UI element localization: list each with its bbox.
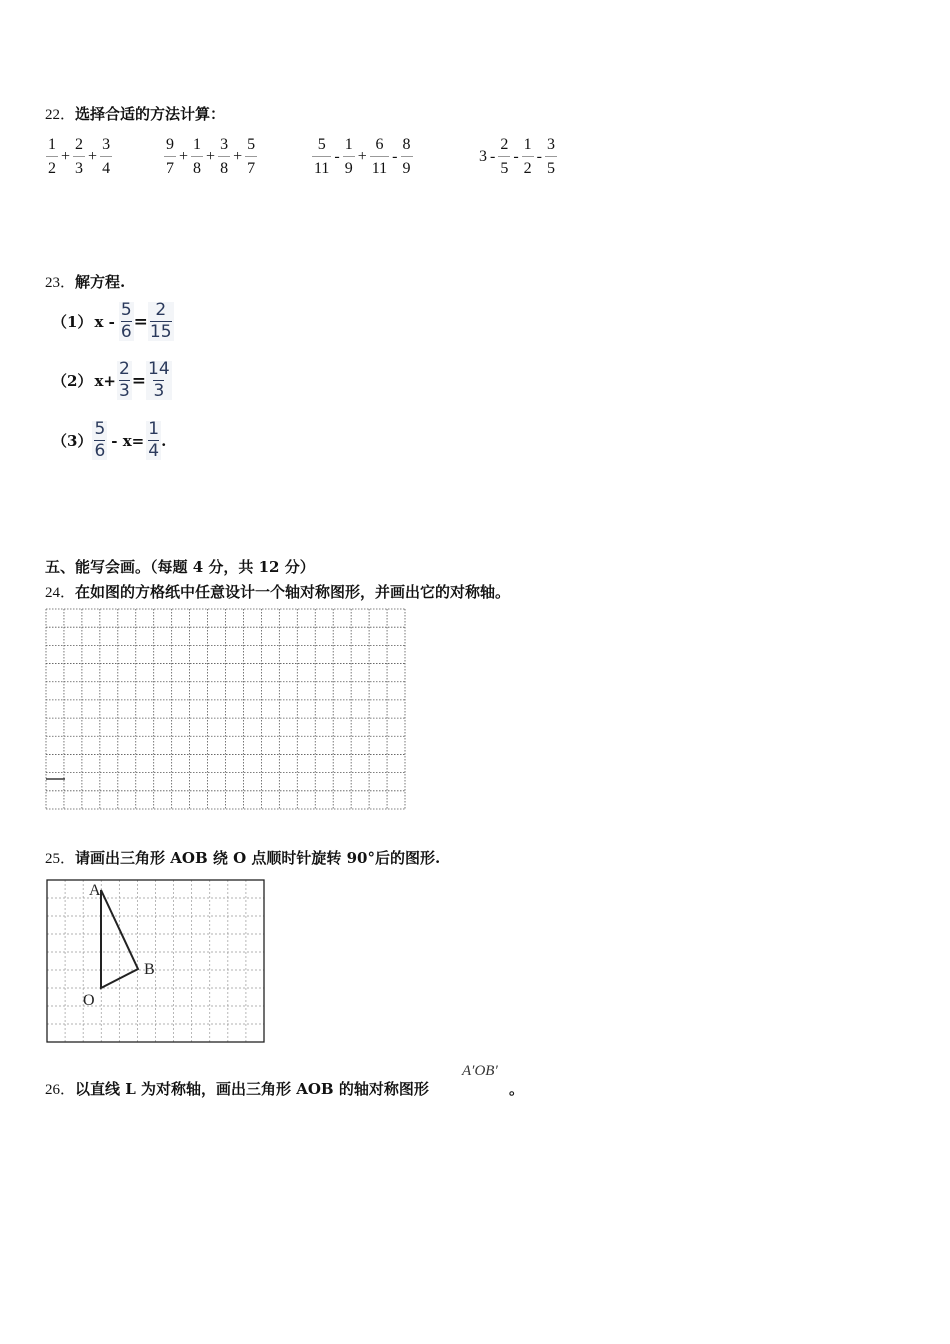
fraction: $\frac{1}{9}$ [344, 136, 353, 177]
operator: - [334, 148, 340, 165]
q22-expression-4 [479, 137, 557, 177]
q23-number: 23． [45, 275, 76, 291]
equation-text: x+ [94, 371, 116, 390]
operator: - [513, 148, 519, 165]
fraction: $\frac{5}{11}$ [314, 136, 330, 177]
square-grid-paper[interactable] [45, 608, 407, 812]
q25-title: 请画出三角形 AOB 绕 O 点顺时针旋转 90°后的图形. [75, 849, 441, 867]
integer: 3 [479, 148, 487, 165]
q25-heading [45, 847, 440, 868]
fraction: 5 6 [94, 419, 106, 461]
fraction: $\frac{1}{8}$ [193, 136, 202, 177]
q22-title: 选择合适的方法计算： [75, 105, 226, 123]
q26-end: 。 [509, 1080, 525, 1098]
fraction: $\frac{1}{4}$ [148, 419, 160, 461]
q22-expression-3 [312, 137, 413, 177]
fraction: $\frac{5}{6}$ [120, 300, 132, 342]
equation-text: x - [94, 312, 115, 331]
fraction: $\frac{1}{2}$ [523, 136, 532, 177]
label-o: O [83, 992, 95, 1009]
equation-2 [52, 361, 172, 400]
section-5-title: 五、能写会画。（每题 4 分，共 12 分） [45, 558, 315, 576]
operator: + [233, 148, 243, 165]
q22-number: 22． [45, 107, 76, 123]
operator: + [88, 148, 98, 165]
q26-title: 以直线 L 为对称轴，画出三角形 AOB 的轴对称图形 [75, 1080, 429, 1098]
fraction: $\frac{3}{5}$ [546, 136, 555, 177]
fraction: $\frac{1}{2}$ [48, 136, 56, 177]
equation-3 [52, 421, 166, 460]
operator: + [61, 148, 71, 165]
period: . [161, 431, 167, 450]
equation-text: - x= [111, 431, 145, 450]
q22-expression-2 [164, 137, 257, 177]
triangle-symbol: A′OB′ [462, 1063, 498, 1079]
equation-label: （2） [52, 372, 93, 390]
equation-1 [52, 302, 174, 341]
q24-heading [45, 581, 510, 602]
triangle-grid-figure[interactable] [45, 878, 267, 1045]
operator: + [357, 148, 367, 165]
fraction: $\frac{2}{5}$ [500, 136, 509, 177]
equals-sign: = [131, 370, 147, 391]
q23-heading [45, 271, 125, 292]
operator: + [179, 148, 189, 165]
q24-title: 在如图的方格纸中任意设计一个轴对称图形，并画出它的对称轴。 [75, 583, 511, 601]
fraction: $\frac{9}{7}$ [166, 136, 174, 177]
operator: - [490, 148, 496, 165]
q24-number: 24． [45, 585, 76, 601]
fraction: $\frac{3}{8}$ [220, 136, 229, 177]
q22-heading [45, 103, 225, 124]
operator: - [392, 148, 398, 165]
label-a: A [89, 882, 101, 899]
fraction: $\frac{8}{9}$ [402, 136, 411, 177]
q25-number: 25． [45, 851, 76, 867]
fraction: $\frac{2}{3}$ [75, 136, 84, 177]
q22-expression-1 [46, 137, 112, 177]
fraction: $\frac{5}{7}$ [247, 136, 256, 177]
label-b: B [144, 961, 155, 978]
q26-number: 26． [45, 1082, 76, 1098]
fraction: $\frac{2}{3}$ [118, 359, 130, 401]
equation-label: （3） [52, 432, 93, 450]
q23-title: 解方程. [75, 273, 126, 291]
fraction: $\frac{3}{4}$ [102, 136, 111, 177]
equation-label: （1） [52, 313, 93, 331]
operator: + [206, 148, 216, 165]
equals-sign: = [133, 311, 148, 332]
operator: - [536, 148, 542, 165]
fraction: $\frac{2}{15}$ [149, 300, 172, 342]
fraction: $\frac{6}{11}$ [371, 136, 388, 177]
fraction: $\frac{14}{3}$ [148, 359, 170, 401]
q26-heading [45, 1078, 429, 1099]
